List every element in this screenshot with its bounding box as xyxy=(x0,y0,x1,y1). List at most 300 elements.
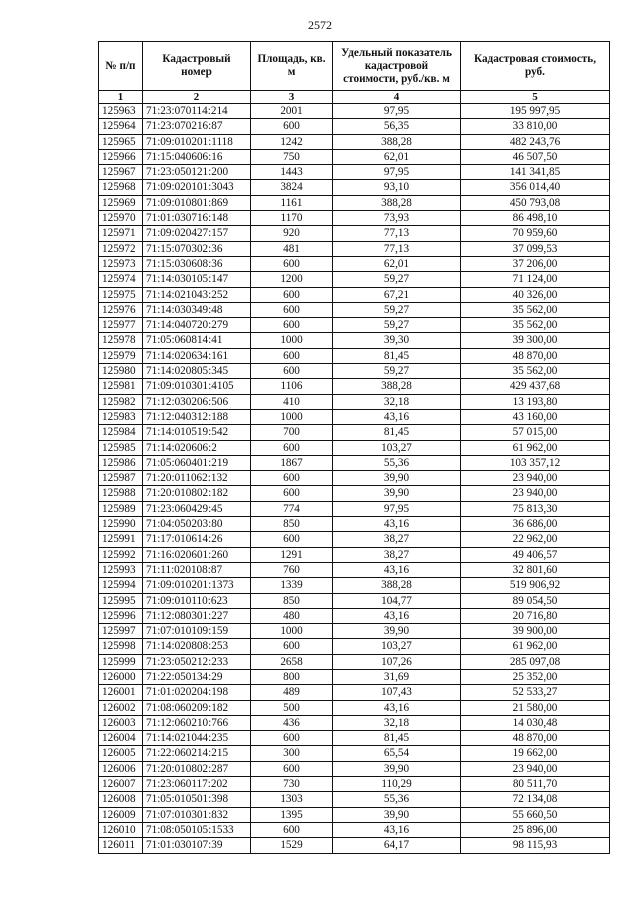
row-number-cell: 125983 xyxy=(99,409,143,424)
cadastral-number-cell: 71:09:010301:4105 xyxy=(143,379,251,394)
cadastral-number-cell: 71:14:040720:279 xyxy=(143,318,251,333)
table-row xyxy=(99,501,610,516)
header-number-5: 5 xyxy=(461,91,610,104)
row-number-cell: 125980 xyxy=(99,364,143,379)
cadastral-number-cell: 71:09:010201:1373 xyxy=(143,578,251,593)
cadastral-value-cell: 32 801,60 xyxy=(461,562,610,577)
row-number-cell: 126001 xyxy=(99,685,143,700)
row-number-cell: 126000 xyxy=(99,669,143,684)
unit-value-cell: 39,90 xyxy=(333,761,461,776)
row-number-cell: 125977 xyxy=(99,318,143,333)
unit-value-cell: 31,69 xyxy=(333,669,461,684)
cadastral-number-cell: 71:15:040606:16 xyxy=(143,149,251,164)
header-number-1: 1 xyxy=(99,91,143,104)
cadastral-number-cell: 71:14:020634:161 xyxy=(143,348,251,363)
area-cell: 436 xyxy=(251,715,333,730)
row-number-cell: 125965 xyxy=(99,134,143,149)
area-cell: 1000 xyxy=(251,333,333,348)
cadastral-number-cell: 71:23:060117:202 xyxy=(143,777,251,792)
cadastral-value-cell: 49 406,57 xyxy=(461,547,610,562)
table-row xyxy=(99,226,610,241)
unit-value-cell: 97,95 xyxy=(333,501,461,516)
table-row xyxy=(99,669,610,684)
cadastral-number-cell: 71:09:020101:3043 xyxy=(143,180,251,195)
table-row xyxy=(99,104,610,119)
cadastral-number-cell: 71:09:010201:1118 xyxy=(143,134,251,149)
cadastral-number-cell: 71:23:060429:45 xyxy=(143,501,251,516)
cadastral-value-cell: 429 437,68 xyxy=(461,379,610,394)
area-cell: 1161 xyxy=(251,195,333,210)
header-cadastral-value: Кадастровая стоимость, руб. xyxy=(461,42,610,91)
table-header xyxy=(99,42,610,104)
table-row xyxy=(99,440,610,455)
unit-value-cell: 43,16 xyxy=(333,700,461,715)
row-number-cell: 126006 xyxy=(99,761,143,776)
cadastral-number-cell: 71:12:040312:188 xyxy=(143,409,251,424)
cadastral-value-cell: 33 810,00 xyxy=(461,119,610,134)
cadastral-number-cell: 71:08:050105:1533 xyxy=(143,822,251,837)
header-number-4: 4 xyxy=(333,91,461,104)
area-cell: 1200 xyxy=(251,272,333,287)
cadastral-number-cell: 71:14:020805:345 xyxy=(143,364,251,379)
cadastral-value-cell: 70 959,60 xyxy=(461,226,610,241)
area-cell: 600 xyxy=(251,440,333,455)
unit-value-cell: 388,28 xyxy=(333,134,461,149)
area-cell: 600 xyxy=(251,256,333,271)
cadastral-number-cell: 71:07:010301:832 xyxy=(143,807,251,822)
row-number-cell: 125975 xyxy=(99,287,143,302)
area-cell: 1443 xyxy=(251,165,333,180)
table-body xyxy=(99,104,610,854)
unit-value-cell: 39,30 xyxy=(333,333,461,348)
cadastral-number-cell: 71:09:010110:623 xyxy=(143,593,251,608)
table-row xyxy=(99,241,610,256)
header-unit-value: Удельный показатель кадастровой стоимости, руб./кв. м xyxy=(333,42,461,91)
area-cell: 1529 xyxy=(251,838,333,853)
row-number-cell: 125991 xyxy=(99,532,143,547)
cadastral-value-cell: 103 357,12 xyxy=(461,455,610,470)
area-cell: 800 xyxy=(251,669,333,684)
area-cell: 1242 xyxy=(251,134,333,149)
unit-value-cell: 97,95 xyxy=(333,165,461,180)
cadastral-value-cell: 14 030,48 xyxy=(461,715,610,730)
cadastral-value-cell: 23 940,00 xyxy=(461,486,610,501)
cadastral-value-cell: 43 160,00 xyxy=(461,409,610,424)
unit-value-cell: 65,54 xyxy=(333,746,461,761)
cadastral-number-cell: 71:14:020808:253 xyxy=(143,639,251,654)
row-number-cell: 125985 xyxy=(99,440,143,455)
cadastral-value-cell: 450 793,08 xyxy=(461,195,610,210)
cadastral-number-cell: 71:20:011062:132 xyxy=(143,471,251,486)
area-cell: 1867 xyxy=(251,455,333,470)
unit-value-cell: 77,13 xyxy=(333,226,461,241)
unit-value-cell: 103,27 xyxy=(333,639,461,654)
table-row xyxy=(99,517,610,532)
area-cell: 700 xyxy=(251,425,333,440)
unit-value-cell: 104,77 xyxy=(333,593,461,608)
row-number-cell: 125972 xyxy=(99,241,143,256)
area-cell: 1000 xyxy=(251,624,333,639)
table-row xyxy=(99,425,610,440)
row-number-cell: 125979 xyxy=(99,348,143,363)
cadastral-number-cell: 71:01:020204:198 xyxy=(143,685,251,700)
row-number-cell: 125973 xyxy=(99,256,143,271)
table-row xyxy=(99,348,610,363)
row-number-cell: 125987 xyxy=(99,471,143,486)
table-row xyxy=(99,211,610,226)
area-cell: 489 xyxy=(251,685,333,700)
cadastral-value-cell: 75 813,30 xyxy=(461,501,610,516)
area-cell: 2001 xyxy=(251,104,333,119)
cadastral-value-cell: 89 054,50 xyxy=(461,593,610,608)
unit-value-cell: 73,93 xyxy=(333,211,461,226)
area-cell: 480 xyxy=(251,608,333,623)
table-row xyxy=(99,578,610,593)
area-cell: 600 xyxy=(251,639,333,654)
cadastral-number-cell: 71:23:070114:214 xyxy=(143,104,251,119)
unit-value-cell: 64,17 xyxy=(333,838,461,853)
unit-value-cell: 38,27 xyxy=(333,532,461,547)
table-row xyxy=(99,394,610,409)
area-cell: 600 xyxy=(251,348,333,363)
row-number-cell: 125984 xyxy=(99,425,143,440)
cadastral-number-cell: 71:01:030107:39 xyxy=(143,838,251,853)
table-row xyxy=(99,761,610,776)
cadastral-number-cell: 71:11:020108:87 xyxy=(143,562,251,577)
cadastral-number-cell: 71:14:010519:542 xyxy=(143,425,251,440)
cadastral-value-cell: 22 962,00 xyxy=(461,532,610,547)
cadastral-number-cell: 71:20:010802:182 xyxy=(143,486,251,501)
header-row-number: № п/п xyxy=(99,42,143,91)
cadastral-number-cell: 71:12:060210:766 xyxy=(143,715,251,730)
cadastral-value-cell: 61 962,00 xyxy=(461,440,610,455)
cadastral-value-cell: 39 300,00 xyxy=(461,333,610,348)
row-number-cell: 125971 xyxy=(99,226,143,241)
unit-value-cell: 388,28 xyxy=(333,195,461,210)
area-cell: 1000 xyxy=(251,409,333,424)
unit-value-cell: 43,16 xyxy=(333,608,461,623)
unit-value-cell: 59,27 xyxy=(333,364,461,379)
row-number-cell: 125978 xyxy=(99,333,143,348)
cadastral-value-cell: 48 870,00 xyxy=(461,348,610,363)
table-row xyxy=(99,532,610,547)
area-cell: 600 xyxy=(251,287,333,302)
row-number-cell: 125995 xyxy=(99,593,143,608)
row-number-cell: 126009 xyxy=(99,807,143,822)
header-row xyxy=(99,42,610,91)
cadastral-number-cell: 71:14:021043:252 xyxy=(143,287,251,302)
cadastral-value-cell: 72 134,08 xyxy=(461,792,610,807)
cadastral-value-cell: 52 533,27 xyxy=(461,685,610,700)
table-row xyxy=(99,409,610,424)
table-row xyxy=(99,547,610,562)
unit-value-cell: 43,16 xyxy=(333,409,461,424)
cadastral-number-cell: 71:14:030105:147 xyxy=(143,272,251,287)
cadastral-value-cell: 36 686,00 xyxy=(461,517,610,532)
cadastral-value-cell: 39 900,00 xyxy=(461,624,610,639)
row-number-cell: 126011 xyxy=(99,838,143,853)
row-number-cell: 126007 xyxy=(99,777,143,792)
cadastral-value-cell: 80 511,70 xyxy=(461,777,610,792)
cadastral-number-cell: 71:15:030608:36 xyxy=(143,256,251,271)
unit-value-cell: 110,29 xyxy=(333,777,461,792)
area-cell: 774 xyxy=(251,501,333,516)
unit-value-cell: 388,28 xyxy=(333,578,461,593)
area-cell: 850 xyxy=(251,593,333,608)
row-number-cell: 125970 xyxy=(99,211,143,226)
cadastral-number-cell: 71:14:021044:235 xyxy=(143,731,251,746)
unit-value-cell: 93,10 xyxy=(333,180,461,195)
cadastral-number-cell: 71:07:010109:159 xyxy=(143,624,251,639)
cadastral-value-cell: 21 580,00 xyxy=(461,700,610,715)
unit-value-cell: 67,21 xyxy=(333,287,461,302)
row-number-cell: 125994 xyxy=(99,578,143,593)
area-cell: 1303 xyxy=(251,792,333,807)
row-number-cell: 125986 xyxy=(99,455,143,470)
cadastral-value-cell: 35 562,00 xyxy=(461,364,610,379)
table-row xyxy=(99,119,610,134)
table-row xyxy=(99,364,610,379)
cadastral-value-cell: 37 206,00 xyxy=(461,256,610,271)
table-row xyxy=(99,639,610,654)
table-row xyxy=(99,302,610,317)
unit-value-cell: 39,90 xyxy=(333,471,461,486)
area-cell: 760 xyxy=(251,562,333,577)
cadastral-value-cell: 20 716,80 xyxy=(461,608,610,623)
area-cell: 600 xyxy=(251,364,333,379)
area-cell: 410 xyxy=(251,394,333,409)
area-cell: 600 xyxy=(251,119,333,134)
cadastral-number-cell: 71:16:020601:260 xyxy=(143,547,251,562)
unit-value-cell: 97,95 xyxy=(333,104,461,119)
cadastral-value-cell: 61 962,00 xyxy=(461,639,610,654)
row-number-cell: 125998 xyxy=(99,639,143,654)
area-cell: 1291 xyxy=(251,547,333,562)
unit-value-cell: 43,16 xyxy=(333,517,461,532)
cadastral-value-cell: 48 870,00 xyxy=(461,731,610,746)
cadastral-value-cell: 46 507,50 xyxy=(461,149,610,164)
table-row xyxy=(99,471,610,486)
area-cell: 600 xyxy=(251,532,333,547)
cadastral-value-cell: 40 326,00 xyxy=(461,287,610,302)
area-cell: 600 xyxy=(251,822,333,837)
unit-value-cell: 55,36 xyxy=(333,792,461,807)
unit-value-cell: 81,45 xyxy=(333,731,461,746)
cadastral-number-cell: 71:08:060209:182 xyxy=(143,700,251,715)
unit-value-cell: 59,27 xyxy=(333,272,461,287)
cadastral-value-cell: 55 660,50 xyxy=(461,807,610,822)
unit-value-cell: 32,18 xyxy=(333,394,461,409)
cadastral-value-cell: 19 662,00 xyxy=(461,746,610,761)
row-number-cell: 125992 xyxy=(99,547,143,562)
table-row xyxy=(99,822,610,837)
unit-value-cell: 81,45 xyxy=(333,348,461,363)
row-number-cell: 125969 xyxy=(99,195,143,210)
row-number-cell: 125967 xyxy=(99,165,143,180)
row-number-cell: 126010 xyxy=(99,822,143,837)
table-row xyxy=(99,272,610,287)
area-cell: 750 xyxy=(251,149,333,164)
cadastral-number-cell: 71:12:030206:506 xyxy=(143,394,251,409)
table-row xyxy=(99,807,610,822)
area-cell: 850 xyxy=(251,517,333,532)
header-numbering-row xyxy=(99,91,610,104)
area-cell: 2658 xyxy=(251,654,333,669)
cadastral-value-cell: 13 193,80 xyxy=(461,394,610,409)
row-number-cell: 126003 xyxy=(99,715,143,730)
cadastral-value-cell: 98 115,93 xyxy=(461,838,610,853)
cadastral-value-cell: 25 352,00 xyxy=(461,669,610,684)
row-number-cell: 125968 xyxy=(99,180,143,195)
area-cell: 730 xyxy=(251,777,333,792)
cadastral-value-cell: 35 562,00 xyxy=(461,318,610,333)
table-row xyxy=(99,562,610,577)
cadastral-number-cell: 71:05:010501:398 xyxy=(143,792,251,807)
row-number-cell: 125976 xyxy=(99,302,143,317)
cadastral-number-cell: 71:23:050212:233 xyxy=(143,654,251,669)
cadastral-number-cell: 71:15:070302:36 xyxy=(143,241,251,256)
cadastral-value-cell: 57 015,00 xyxy=(461,425,610,440)
cadastral-value-cell: 23 940,00 xyxy=(461,761,610,776)
table-row xyxy=(99,838,610,853)
table-row xyxy=(99,624,610,639)
table-row xyxy=(99,593,610,608)
cadastral-number-cell: 71:23:070216:87 xyxy=(143,119,251,134)
area-cell: 1339 xyxy=(251,578,333,593)
cadastral-value-cell: 23 940,00 xyxy=(461,471,610,486)
cadastral-number-cell: 71:05:060814:41 xyxy=(143,333,251,348)
table-row xyxy=(99,685,610,700)
table-row xyxy=(99,195,610,210)
area-cell: 3824 xyxy=(251,180,333,195)
cadastral-value-cell: 285 097,08 xyxy=(461,654,610,669)
row-number-cell: 125996 xyxy=(99,608,143,623)
unit-value-cell: 59,27 xyxy=(333,302,461,317)
area-cell: 300 xyxy=(251,746,333,761)
cadastral-value-table xyxy=(98,41,610,854)
cadastral-number-cell: 71:14:020606:2 xyxy=(143,440,251,455)
area-cell: 1170 xyxy=(251,211,333,226)
unit-value-cell: 43,16 xyxy=(333,822,461,837)
row-number-cell: 126004 xyxy=(99,731,143,746)
cadastral-number-cell: 71:12:080301:227 xyxy=(143,608,251,623)
table-row xyxy=(99,746,610,761)
area-cell: 600 xyxy=(251,761,333,776)
cadastral-number-cell: 71:01:030716:148 xyxy=(143,211,251,226)
cadastral-value-cell: 482 243,76 xyxy=(461,134,610,149)
table-row xyxy=(99,318,610,333)
unit-value-cell: 39,90 xyxy=(333,807,461,822)
header-cadastral-number: Кадастровый номер xyxy=(143,42,251,91)
area-cell: 600 xyxy=(251,302,333,317)
row-number-cell: 125981 xyxy=(99,379,143,394)
unit-value-cell: 39,90 xyxy=(333,624,461,639)
cadastral-number-cell: 71:14:030349:48 xyxy=(143,302,251,317)
area-cell: 481 xyxy=(251,241,333,256)
unit-value-cell: 77,13 xyxy=(333,241,461,256)
table-row xyxy=(99,180,610,195)
cadastral-number-cell: 71:04:050203:80 xyxy=(143,517,251,532)
row-number-cell: 126002 xyxy=(99,700,143,715)
unit-value-cell: 56,35 xyxy=(333,119,461,134)
unit-value-cell: 388,28 xyxy=(333,379,461,394)
unit-value-cell: 32,18 xyxy=(333,715,461,730)
row-number-cell: 125966 xyxy=(99,149,143,164)
cadastral-value-cell: 37 099,53 xyxy=(461,241,610,256)
row-number-cell: 125963 xyxy=(99,104,143,119)
cadastral-value-cell: 356 014,40 xyxy=(461,180,610,195)
row-number-cell: 125990 xyxy=(99,517,143,532)
cadastral-number-cell: 71:23:050121:200 xyxy=(143,165,251,180)
cadastral-value-cell: 71 124,00 xyxy=(461,272,610,287)
area-cell: 600 xyxy=(251,471,333,486)
unit-value-cell: 43,16 xyxy=(333,562,461,577)
unit-value-cell: 107,26 xyxy=(333,654,461,669)
cadastral-value-cell: 519 906,92 xyxy=(461,578,610,593)
table-row xyxy=(99,379,610,394)
table-row xyxy=(99,715,610,730)
table-row xyxy=(99,256,610,271)
page-number: 2572 xyxy=(308,18,332,32)
table-row xyxy=(99,149,610,164)
row-number-cell: 125989 xyxy=(99,501,143,516)
area-cell: 600 xyxy=(251,318,333,333)
cadastral-value-cell: 25 896,00 xyxy=(461,822,610,837)
area-cell: 600 xyxy=(251,731,333,746)
table-row xyxy=(99,165,610,180)
cadastral-value-cell: 195 997,95 xyxy=(461,104,610,119)
cadastral-value-cell: 86 498,10 xyxy=(461,211,610,226)
row-number-cell: 125964 xyxy=(99,119,143,134)
unit-value-cell: 62,01 xyxy=(333,149,461,164)
row-number-cell: 125982 xyxy=(99,394,143,409)
row-number-cell: 126005 xyxy=(99,746,143,761)
cadastral-number-cell: 71:09:020427:157 xyxy=(143,226,251,241)
header-number-3: 3 xyxy=(251,91,333,104)
unit-value-cell: 59,27 xyxy=(333,318,461,333)
row-number-cell: 126008 xyxy=(99,792,143,807)
table-row xyxy=(99,333,610,348)
cadastral-number-cell: 71:17:010614:26 xyxy=(143,532,251,547)
table-row xyxy=(99,608,610,623)
cadastral-number-cell: 71:20:010802:287 xyxy=(143,761,251,776)
table-row xyxy=(99,287,610,302)
table-row xyxy=(99,486,610,501)
cadastral-value-cell: 35 562,00 xyxy=(461,302,610,317)
unit-value-cell: 62,01 xyxy=(333,256,461,271)
area-cell: 1395 xyxy=(251,807,333,822)
row-number-cell: 125997 xyxy=(99,624,143,639)
table-row xyxy=(99,792,610,807)
unit-value-cell: 103,27 xyxy=(333,440,461,455)
table-row xyxy=(99,455,610,470)
table-row xyxy=(99,700,610,715)
table-row xyxy=(99,777,610,792)
row-number-cell: 125993 xyxy=(99,562,143,577)
area-cell: 920 xyxy=(251,226,333,241)
row-number-cell: 125999 xyxy=(99,654,143,669)
row-number-cell: 125974 xyxy=(99,272,143,287)
unit-value-cell: 39,90 xyxy=(333,486,461,501)
area-cell: 1106 xyxy=(251,379,333,394)
table-row xyxy=(99,654,610,669)
unit-value-cell: 38,27 xyxy=(333,547,461,562)
cadastral-number-cell: 71:22:050134:29 xyxy=(143,669,251,684)
table-row xyxy=(99,731,610,746)
header-area: Площадь, кв. м xyxy=(251,42,333,91)
row-number-cell: 125988 xyxy=(99,486,143,501)
cadastral-number-cell: 71:22:060214:215 xyxy=(143,746,251,761)
